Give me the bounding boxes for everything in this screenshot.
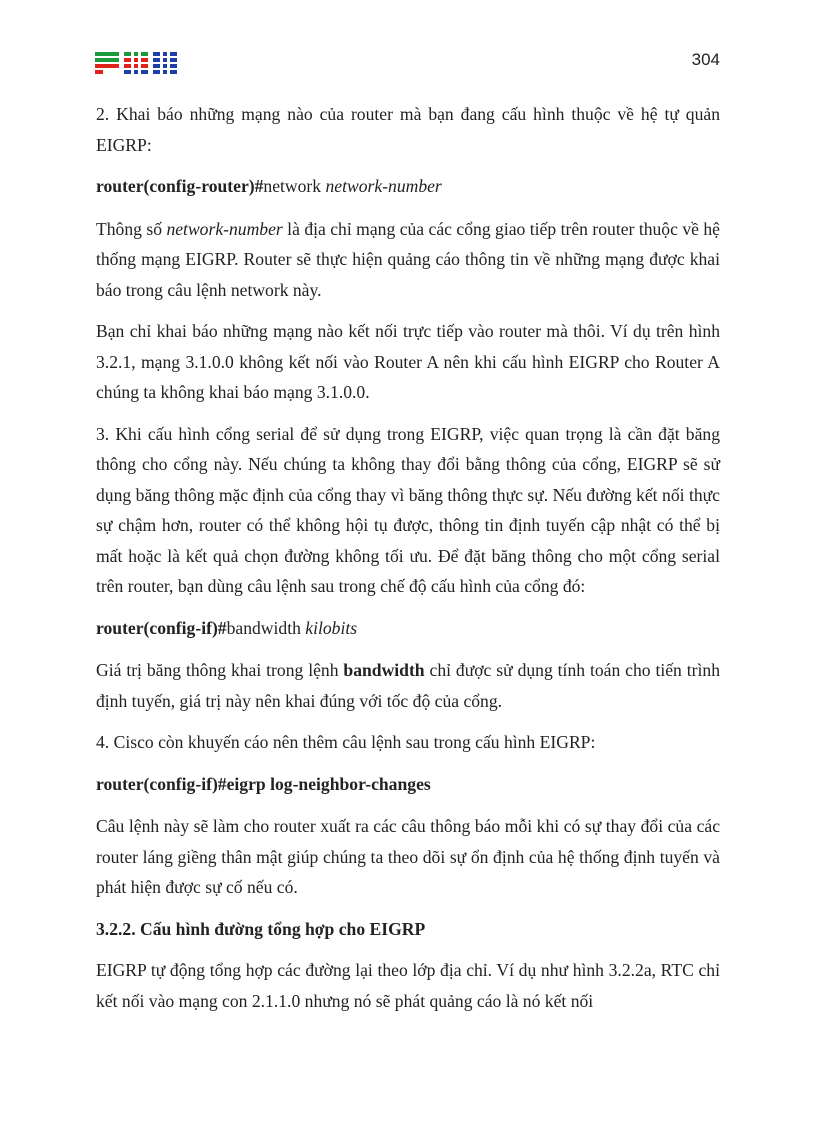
text-run: Giá trị băng thông khai trong lệnh — [96, 660, 344, 680]
section-heading: 3.2.2. Cấu hình đường tổng hợp cho EIGRP — [96, 918, 426, 939]
paragraph-summarization: EIGRP tự động tổng hợp các đường lại theo lớp địa chỉ. Ví dụ như hình 3.2.2a, RTC chỉ kết nối vào mạng con 2.1.1.0 nhưng nó sẽ phát quảng cáo là nó kết nối — [96, 960, 720, 1011]
command-prompt: router(config-if)# — [96, 617, 227, 638]
command-argument: network-number — [325, 176, 442, 196]
command-prompt: router(config-router)# — [96, 176, 264, 196]
logo-letter-n — [124, 52, 148, 74]
text-run: chỉ được sử dụng tính toán cho tiến trình định tuyến, giá trị này nên khai đúng với tốc độ của cổng. — [96, 660, 720, 711]
command-bandwidth — [96, 613, 720, 644]
command-network — [96, 171, 720, 202]
pnh-logo — [95, 52, 179, 76]
text-run: Thông số — [96, 218, 167, 239]
command-keyword: bandwidth — [226, 617, 301, 638]
page-number: 304 — [691, 50, 720, 69]
paragraph-log-explanation: Câu lệnh này sẽ làm cho router xuất ra các câu thông báo mỗi khi có sự thay đổi của các router láng giềng thân mật giúp chúng ta theo dõi sự ổn định của hệ thống định tuyến và phát hiện được sự cố nếu có. — [96, 816, 720, 897]
command-keyword: network — [263, 176, 322, 196]
text-run: là địa chỉ mạng của các cổng giao tiếp trên router thuộc về hệ thống mạng EIGRP. Router sẽ thực hiện quảng cáo thông tin về những mạng được khai báo trong câu lệnh network này. — [96, 218, 720, 300]
page-body — [96, 99, 720, 1027]
paragraph-step-2: 2. Khai báo những mạng nào của router mà bạn đang cấu hình thuộc về hệ tự quản EIGRP: — [96, 104, 720, 155]
paragraph-step-3: 3. Khi cấu hình cổng serial để sử dụng trong EIGRP, việc quan trọng là cần đặt băng thông cho cổng này. Nếu chúng ta không thay đổi bằng thông của cổng, EIGRP sẽ sử dụng băng thông mặc định của cổng thay vì băng thông thực sự. Nếu đường kết nối thực sự chậm hơn, router có thể không hội tụ được, thông tin định tuyến cập nhật có thể bị mất hoặc là kết quả chọn đường không tối ưu. Để đặt băng thông cho một cổng serial trên router, bạn dùng câu lệnh sau trong chế độ cấu hình của cổng đó: — [96, 423, 720, 596]
command-log-neighbor-changes: router(config-if)#eigrp log-neighbor-changes — [96, 773, 431, 794]
paragraph-direct-networks: Bạn chỉ khai báo những mạng nào kết nối trực tiếp vào router mà thôi. Ví dụ trên hình 3.2.1, mạng 3.1.0.0 không kết nối vào Router A nên khi cấu hình EIGRP cho Router A chúng ta không khai báo mạng 3.1.0.0. — [96, 321, 720, 402]
term-bandwidth: bandwidth — [343, 660, 425, 680]
command-argument: kilobits — [305, 617, 358, 638]
paragraph-step-4: 4. Cisco còn khuyến cáo nên thêm câu lệnh sau trong cấu hình EIGRP: — [96, 732, 596, 752]
paragraph-network-number — [96, 214, 720, 306]
term-network-number: network-number — [166, 218, 283, 239]
paragraph-bandwidth-value — [96, 655, 720, 716]
logo-letter-h — [153, 52, 177, 74]
